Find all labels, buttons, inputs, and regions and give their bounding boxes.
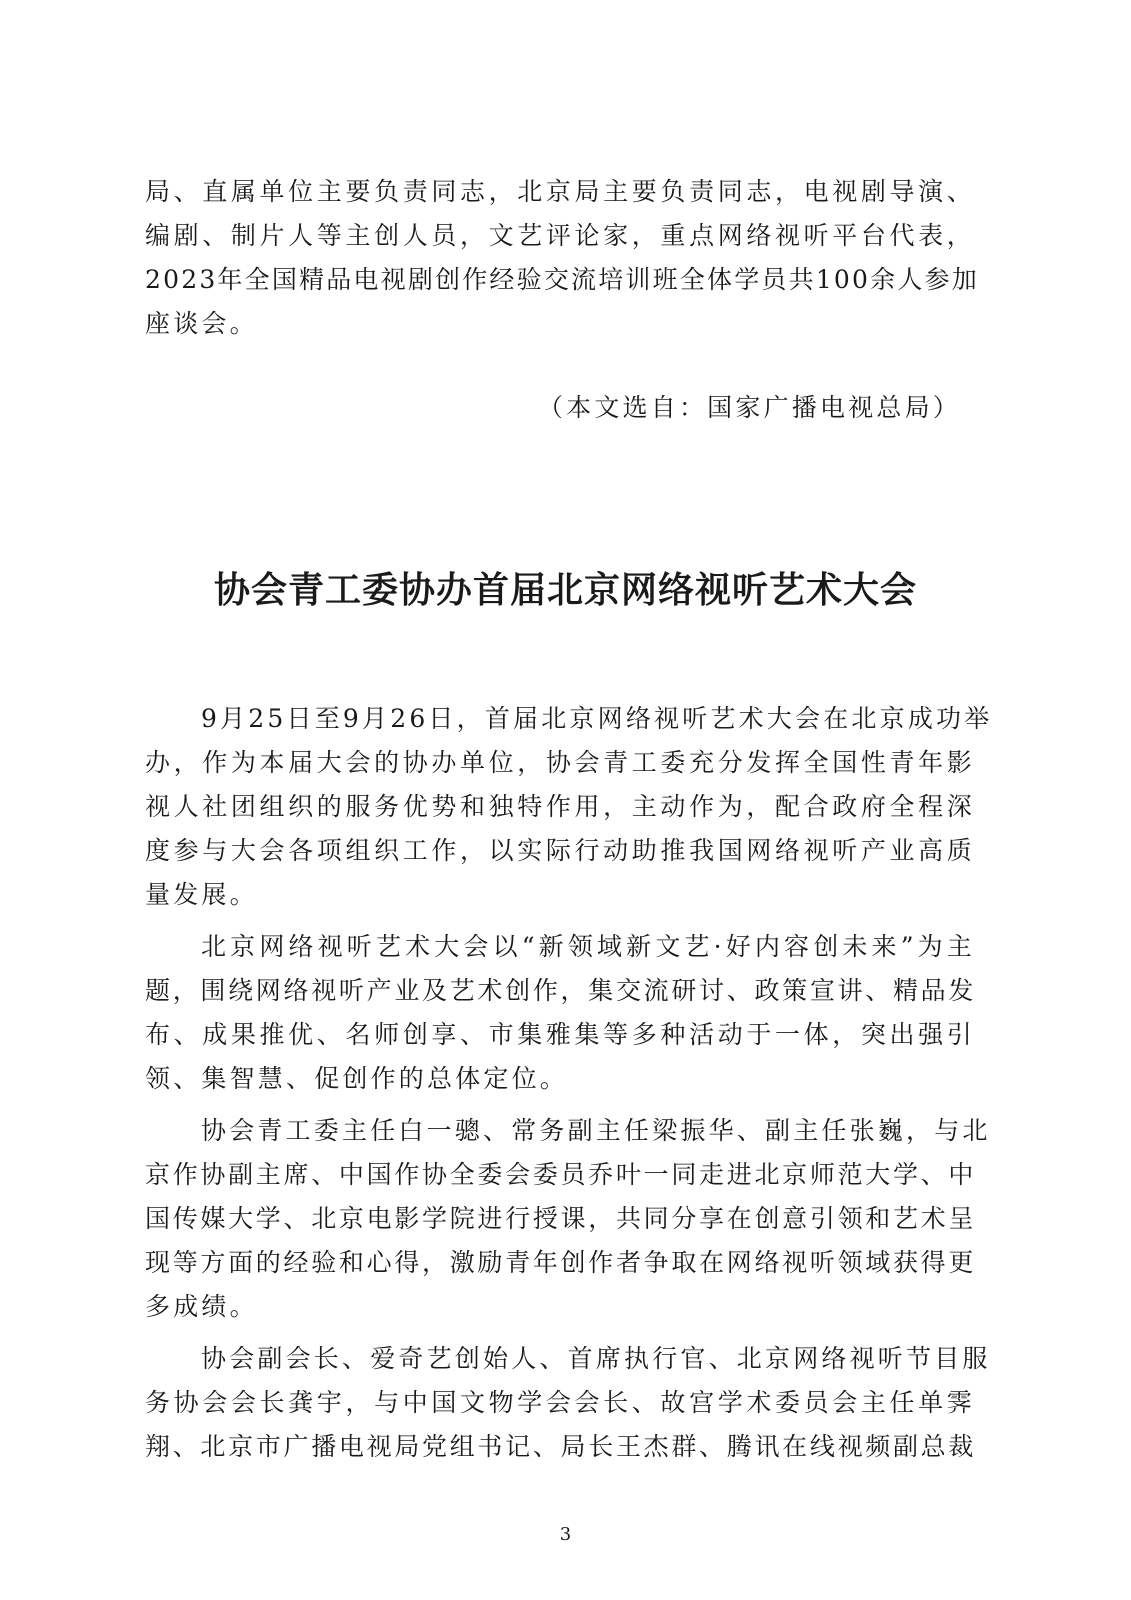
page-number: 3 (559, 1524, 572, 1545)
text-line: 领、集智慧、促创作的总体定位。 (145, 1064, 569, 1093)
text-line: 京作协副主席、中国作协全委会委员乔叶一同走进北京师范大学、中 (145, 1160, 975, 1189)
article-headline: 协会青工委协办首届北京网络视听艺术大会 (213, 570, 917, 611)
text-line: 布、成果推优、名师创享、市集雅集等多种活动于一体，突出强引 (145, 1020, 975, 1049)
text-line: 座谈会。 (145, 309, 258, 338)
text-line: 现等方面的经验和心得，激励青年创作者争取在网络视听领域获得更 (145, 1248, 975, 1277)
text-line: 办，作为本届大会的协办单位，协会青工委充分发挥全国性青年影 (145, 748, 975, 777)
text-line: 9月25日至9月26日，首届北京网络视听艺术大会在北京成功举 (201, 704, 993, 733)
text-line: 翔、北京市广播电视局党组书记、局长王杰群、腾讯在线视频副总裁 (145, 1432, 975, 1461)
text-line: 2023年全国精品电视剧创作经验交流培训班全体学员共100余人参加 (145, 265, 979, 294)
text-line: 局、直属单位主要负责同志，北京局主要负责同志，电视剧导演、 (145, 177, 975, 206)
text-line: 多成绩。 (145, 1292, 258, 1321)
paragraph (145, 1337, 991, 1469)
text-line: 国传媒大学、北京电影学院进行授课，共同分享在创意引领和艺术呈 (145, 1204, 975, 1233)
paragraph (145, 1109, 991, 1329)
text-line: 务协会会长龚宇，与中国文物学会会长、故宫学术委员会主任单霁 (145, 1388, 975, 1417)
paragraph (145, 697, 993, 917)
text-line: 题，围绕网络视听产业及艺术创作，集交流研讨、政策宣讲、精品发 (145, 976, 975, 1005)
text-line: 协会副会长、爱奇艺创始人、首席执行官、北京网络视听节目服 (201, 1344, 991, 1373)
text-line: 北京网络视听艺术大会以“新领域新文艺·好内容创未来”为主 (201, 932, 975, 961)
text-line: 量发展。 (145, 880, 258, 909)
text-line: 编剧、制片人等主创人员，文艺评论家，重点网络视听平台代表， (145, 221, 975, 250)
paragraph (145, 925, 975, 1101)
text-line: 协会青工委主任白一骢、常务副主任梁振华、副主任张巍，与北 (201, 1116, 991, 1145)
intro-paragraph (145, 170, 979, 346)
text-line: 度参与大会各项组织工作，以实际行动助推我国网络视听产业高质 (145, 836, 975, 865)
source-note: （本文选自：国家广播电视总局） (537, 393, 961, 422)
article-body (145, 697, 993, 1477)
text-line: 视人社团组织的服务优势和独特作用，主动作为，配合政府全程深 (145, 792, 975, 821)
